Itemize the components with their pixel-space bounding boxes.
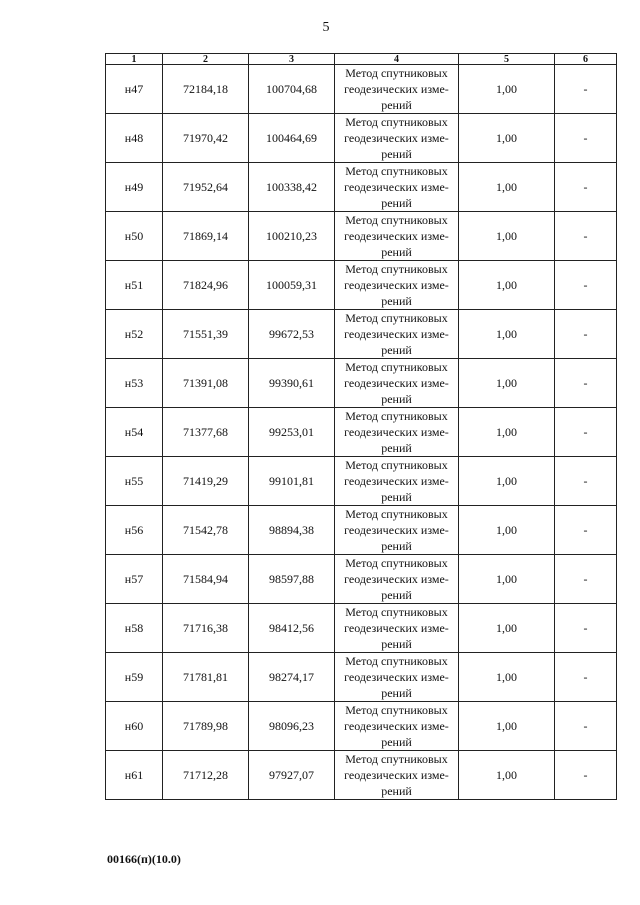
method-text-line: геодезических изме- <box>344 474 449 488</box>
note-cell: - <box>555 506 617 555</box>
accuracy-cell: 1,00 <box>459 359 555 408</box>
x-coordinate-cell: 71716,38 <box>163 604 249 653</box>
table-row <box>106 702 617 751</box>
method-text-line: Метод спутниковых <box>345 507 448 521</box>
note-cell: - <box>555 653 617 702</box>
table-row <box>106 751 617 800</box>
accuracy-cell: 1,00 <box>459 261 555 310</box>
x-coordinate-cell: 71970,42 <box>163 114 249 163</box>
table-row <box>106 261 617 310</box>
y-coordinate-cell: 98096,23 <box>249 702 335 751</box>
method-text-line: Метод спутниковых <box>345 311 448 325</box>
method-cell <box>335 261 459 310</box>
note-cell: - <box>555 555 617 604</box>
method-cell <box>335 212 459 261</box>
accuracy-cell: 1,00 <box>459 114 555 163</box>
note-cell: - <box>555 65 617 114</box>
accuracy-cell: 1,00 <box>459 65 555 114</box>
table-row <box>106 212 617 261</box>
point-name-cell: н51 <box>106 261 163 310</box>
method-cell <box>335 65 459 114</box>
method-text-line: рений <box>381 392 412 406</box>
note-cell: - <box>555 408 617 457</box>
method-text-line: геодезических изме- <box>344 131 449 145</box>
method-text-line: Метод спутниковых <box>345 703 448 717</box>
y-coordinate-cell: 98894,38 <box>249 506 335 555</box>
accuracy-cell: 1,00 <box>459 212 555 261</box>
x-coordinate-cell: 71377,68 <box>163 408 249 457</box>
point-name-cell: н47 <box>106 65 163 114</box>
method-text-line: рений <box>381 147 412 161</box>
method-text-line: геодезических изме- <box>344 278 449 292</box>
accuracy-cell: 1,00 <box>459 751 555 800</box>
method-cell <box>335 702 459 751</box>
note-cell: - <box>555 359 617 408</box>
method-text-line: геодезических изме- <box>344 572 449 586</box>
table-row <box>106 310 617 359</box>
method-text-line: Метод спутниковых <box>345 213 448 227</box>
method-cell <box>335 408 459 457</box>
point-name-cell: н55 <box>106 457 163 506</box>
method-text-line: Метод спутниковых <box>345 458 448 472</box>
note-cell: - <box>555 261 617 310</box>
column-header: 4 <box>335 54 459 65</box>
method-cell <box>335 555 459 604</box>
y-coordinate-cell: 99390,61 <box>249 359 335 408</box>
method-text-line: рений <box>381 784 412 798</box>
column-header: 3 <box>249 54 335 65</box>
method-text-line: рений <box>381 441 412 455</box>
note-cell: - <box>555 604 617 653</box>
x-coordinate-cell: 71781,81 <box>163 653 249 702</box>
method-text-line: геодезических изме- <box>344 327 449 341</box>
accuracy-cell: 1,00 <box>459 457 555 506</box>
y-coordinate-cell: 98412,56 <box>249 604 335 653</box>
method-cell <box>335 506 459 555</box>
method-text-line: геодезических изме- <box>344 621 449 635</box>
x-coordinate-cell: 71584,94 <box>163 555 249 604</box>
method-cell <box>335 114 459 163</box>
method-text-line: геодезических изме- <box>344 180 449 194</box>
method-text-line: рений <box>381 588 412 602</box>
method-text-line: Метод спутниковых <box>345 164 448 178</box>
method-text-line: Метод спутниковых <box>345 752 448 766</box>
column-header: 5 <box>459 54 555 65</box>
y-coordinate-cell: 97927,07 <box>249 751 335 800</box>
x-coordinate-cell: 71789,98 <box>163 702 249 751</box>
x-coordinate-cell: 71952,64 <box>163 163 249 212</box>
note-cell: - <box>555 114 617 163</box>
table-row <box>106 653 617 702</box>
point-name-cell: н52 <box>106 310 163 359</box>
column-header: 6 <box>555 54 617 65</box>
method-text-line: геодезических изме- <box>344 768 449 782</box>
table-header-row <box>106 54 617 65</box>
y-coordinate-cell: 98274,17 <box>249 653 335 702</box>
accuracy-cell: 1,00 <box>459 702 555 751</box>
method-text-line: Метод спутниковых <box>345 115 448 129</box>
method-text-line: рений <box>381 98 412 112</box>
coordinates-table <box>105 53 617 800</box>
table-row <box>106 114 617 163</box>
note-cell: - <box>555 702 617 751</box>
method-text-line: Метод спутниковых <box>345 605 448 619</box>
table-row <box>106 555 617 604</box>
method-cell <box>335 457 459 506</box>
point-name-cell: н56 <box>106 506 163 555</box>
table-body <box>106 65 617 800</box>
point-name-cell: н59 <box>106 653 163 702</box>
point-name-cell: н49 <box>106 163 163 212</box>
page-number: 5 <box>322 20 330 35</box>
method-text-line: Метод спутниковых <box>345 360 448 374</box>
y-coordinate-cell: 99672,53 <box>249 310 335 359</box>
point-name-cell: н48 <box>106 114 163 163</box>
method-text-line: рений <box>381 343 412 357</box>
accuracy-cell: 1,00 <box>459 506 555 555</box>
method-text-line: геодезических изме- <box>344 376 449 390</box>
x-coordinate-cell: 71869,14 <box>163 212 249 261</box>
method-cell <box>335 163 459 212</box>
method-text-line: Метод спутниковых <box>345 654 448 668</box>
table-row <box>106 604 617 653</box>
method-text-line: рений <box>381 735 412 749</box>
table-row <box>106 359 617 408</box>
method-text-line: рений <box>381 196 412 210</box>
method-text-line: рений <box>381 686 412 700</box>
x-coordinate-cell: 71551,39 <box>163 310 249 359</box>
method-cell <box>335 310 459 359</box>
method-cell <box>335 751 459 800</box>
x-coordinate-cell: 71419,29 <box>163 457 249 506</box>
point-name-cell: н50 <box>106 212 163 261</box>
method-text-line: рений <box>381 637 412 651</box>
y-coordinate-cell: 99253,01 <box>249 408 335 457</box>
x-coordinate-cell: 72184,18 <box>163 65 249 114</box>
method-text-line: геодезических изме- <box>344 425 449 439</box>
method-text-line: рений <box>381 245 412 259</box>
method-text-line: Метод спутниковых <box>345 409 448 423</box>
method-text-line: Метод спутниковых <box>345 556 448 570</box>
accuracy-cell: 1,00 <box>459 310 555 359</box>
note-cell: - <box>555 212 617 261</box>
point-name-cell: н60 <box>106 702 163 751</box>
method-cell <box>335 653 459 702</box>
point-name-cell: н57 <box>106 555 163 604</box>
note-cell: - <box>555 163 617 212</box>
y-coordinate-cell: 100210,23 <box>249 212 335 261</box>
method-text-line: геодезических изме- <box>344 719 449 733</box>
method-text-line: геодезических изме- <box>344 523 449 537</box>
method-text-line: рений <box>381 539 412 553</box>
table-row <box>106 408 617 457</box>
accuracy-cell: 1,00 <box>459 163 555 212</box>
column-header: 2 <box>163 54 249 65</box>
x-coordinate-cell: 71712,28 <box>163 751 249 800</box>
method-cell <box>335 604 459 653</box>
y-coordinate-cell: 98597,88 <box>249 555 335 604</box>
y-coordinate-cell: 100338,42 <box>249 163 335 212</box>
y-coordinate-cell: 99101,81 <box>249 457 335 506</box>
note-cell: - <box>555 310 617 359</box>
table-row <box>106 163 617 212</box>
method-text-line: рений <box>381 294 412 308</box>
point-name-cell: н53 <box>106 359 163 408</box>
accuracy-cell: 1,00 <box>459 653 555 702</box>
note-cell: - <box>555 751 617 800</box>
method-text-line: Метод спутниковых <box>345 262 448 276</box>
accuracy-cell: 1,00 <box>459 555 555 604</box>
y-coordinate-cell: 100464,69 <box>249 114 335 163</box>
method-text-line: Метод спутниковых <box>345 66 448 80</box>
note-cell: - <box>555 457 617 506</box>
column-header: 1 <box>106 54 163 65</box>
method-text-line: рений <box>381 490 412 504</box>
point-name-cell: н54 <box>106 408 163 457</box>
point-name-cell: н58 <box>106 604 163 653</box>
y-coordinate-cell: 100059,31 <box>249 261 335 310</box>
x-coordinate-cell: 71391,08 <box>163 359 249 408</box>
method-text-line: геодезических изме- <box>344 229 449 243</box>
x-coordinate-cell: 71824,96 <box>163 261 249 310</box>
table-row <box>106 506 617 555</box>
document-code: 00166(п)(10.0) <box>107 852 181 866</box>
accuracy-cell: 1,00 <box>459 604 555 653</box>
point-name-cell: н61 <box>106 751 163 800</box>
x-coordinate-cell: 71542,78 <box>163 506 249 555</box>
method-text-line: геодезических изме- <box>344 82 449 96</box>
method-text-line: геодезических изме- <box>344 670 449 684</box>
y-coordinate-cell: 100704,68 <box>249 65 335 114</box>
accuracy-cell: 1,00 <box>459 408 555 457</box>
method-cell <box>335 359 459 408</box>
table-row <box>106 457 617 506</box>
table-row <box>106 65 617 114</box>
